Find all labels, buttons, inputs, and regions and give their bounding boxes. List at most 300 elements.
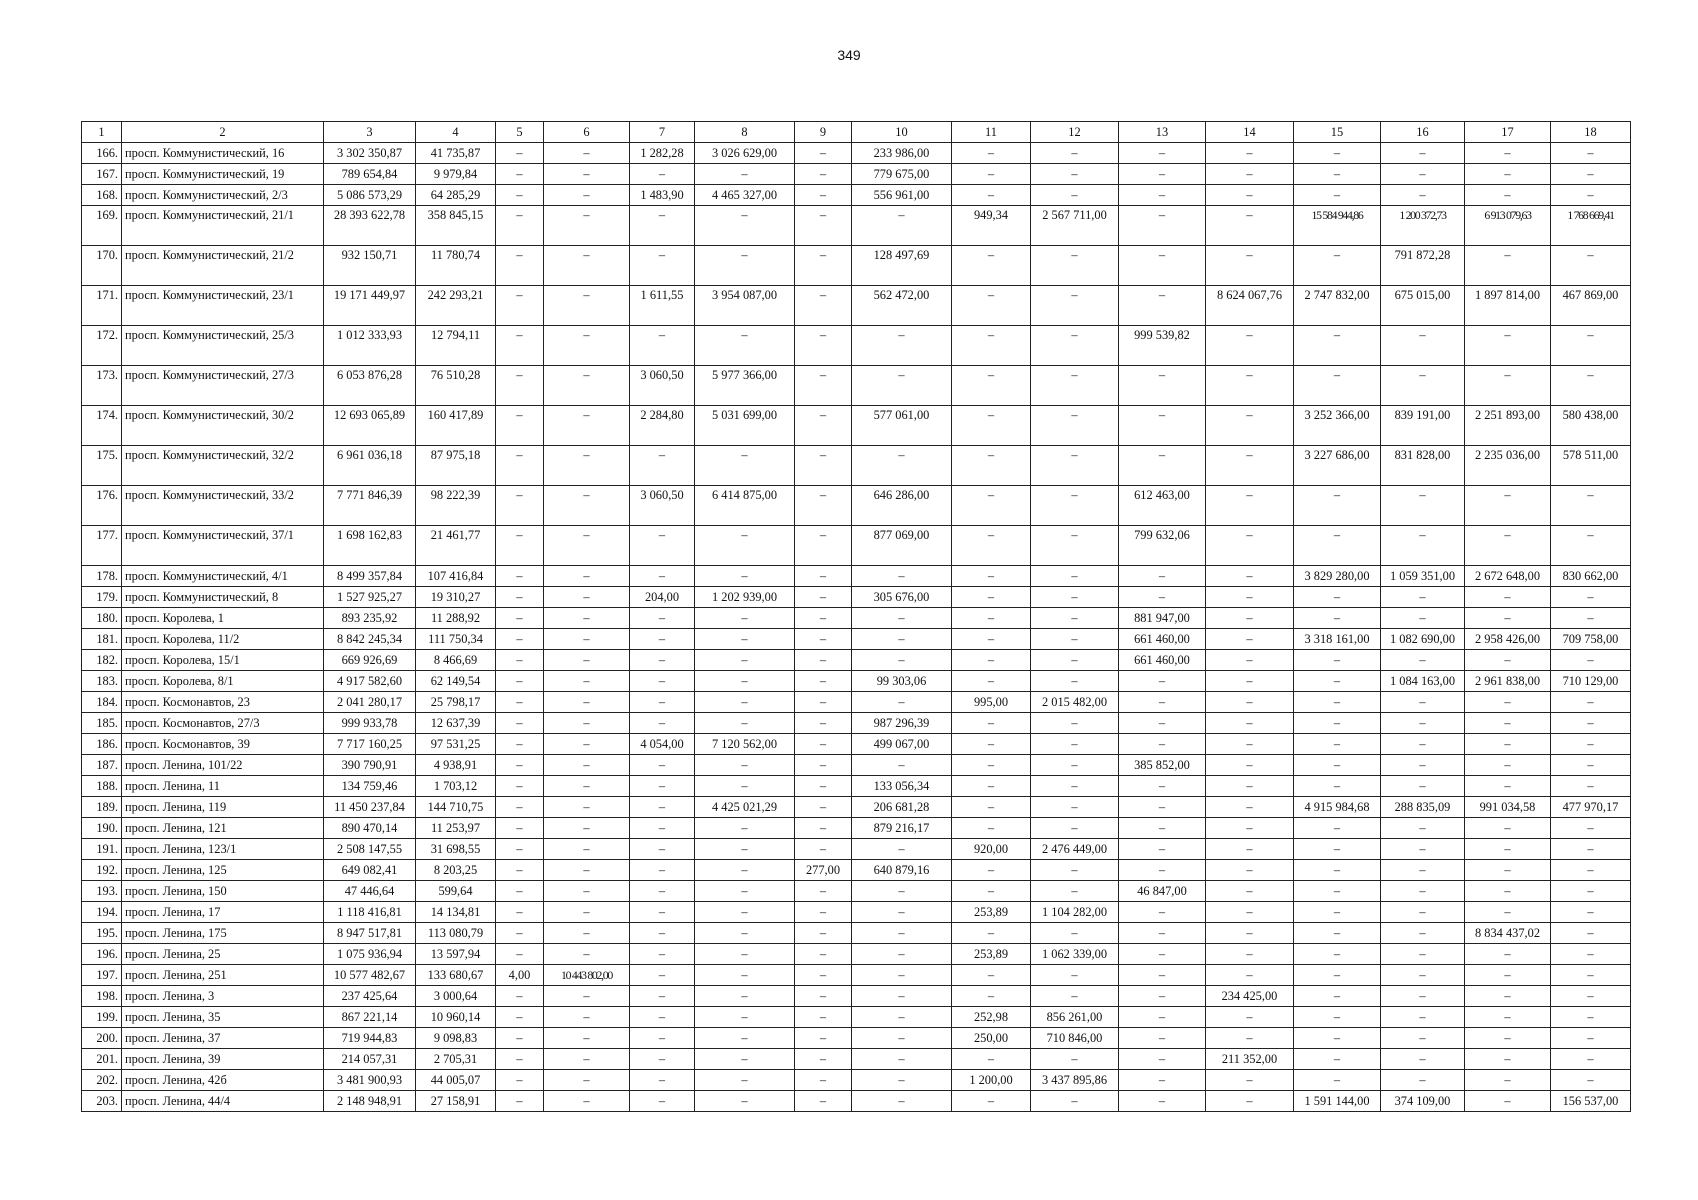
table-row — [82, 206, 1631, 246]
value-cell: – — [1119, 713, 1206, 734]
value-cell: – — [1206, 366, 1294, 406]
value-cell: – — [496, 902, 544, 923]
value-cell: – — [1119, 164, 1206, 185]
value-cell: – — [1031, 164, 1119, 185]
value-cell: – — [952, 526, 1031, 566]
column-header: 13 — [1119, 122, 1206, 143]
row-number: 195. — [82, 923, 122, 944]
value-cell: – — [695, 776, 795, 797]
column-header: 17 — [1465, 122, 1551, 143]
value-cell: – — [1206, 566, 1294, 587]
value-cell: 791 872,28 — [1381, 246, 1465, 286]
value-cell: 577 061,00 — [852, 406, 952, 446]
value-cell: – — [496, 206, 544, 246]
value-cell: – — [1206, 692, 1294, 713]
address-cell: просп. Коммунистический, 25/3 — [122, 326, 324, 366]
value-cell: – — [1294, 734, 1381, 755]
value-cell: 47 446,64 — [324, 881, 416, 902]
value-cell: – — [1381, 486, 1465, 526]
value-cell: – — [630, 671, 695, 692]
value-cell: 160 417,89 — [416, 406, 496, 446]
value-cell: 4 054,00 — [630, 734, 695, 755]
column-header: 6 — [544, 122, 630, 143]
value-cell: – — [1206, 797, 1294, 818]
table-row — [82, 671, 1631, 692]
value-cell: – — [1294, 143, 1381, 164]
value-cell: 839 191,00 — [1381, 406, 1465, 446]
value-cell: 2 284,80 — [630, 406, 695, 446]
value-cell: – — [1206, 965, 1294, 986]
value-cell: – — [1294, 1049, 1381, 1070]
value-cell: – — [544, 185, 630, 206]
value-cell: 5 977 366,00 — [695, 366, 795, 406]
table-row — [82, 797, 1631, 818]
value-cell: – — [1119, 143, 1206, 164]
value-cell: – — [1031, 965, 1119, 986]
value-cell: – — [695, 860, 795, 881]
value-cell: – — [1465, 650, 1551, 671]
value-cell: 12 693 065,89 — [324, 406, 416, 446]
value-cell: – — [852, 1091, 952, 1112]
value-cell: – — [1294, 326, 1381, 366]
value-cell: – — [795, 486, 852, 526]
address-cell: просп. Ленина, 123/1 — [122, 839, 324, 860]
value-cell: – — [1551, 366, 1631, 406]
value-cell: – — [1031, 881, 1119, 902]
address-cell: просп. Ленина, 39 — [122, 1049, 324, 1070]
value-cell: 6 961 036,18 — [324, 446, 416, 486]
value-cell: 2 015 482,00 — [1031, 692, 1119, 713]
row-number: 171. — [82, 286, 122, 326]
address-cell: просп. Ленина, 3 — [122, 986, 324, 1007]
value-cell: 995,00 — [952, 692, 1031, 713]
value-cell: – — [1031, 986, 1119, 1007]
value-cell: 2 958 426,00 — [1465, 629, 1551, 650]
address-cell: просп. Ленина, 119 — [122, 797, 324, 818]
value-cell: – — [544, 650, 630, 671]
value-cell: 107 416,84 — [416, 566, 496, 587]
value-cell: – — [1119, 902, 1206, 923]
address-cell: просп. Королева, 15/1 — [122, 650, 324, 671]
value-cell: – — [544, 923, 630, 944]
value-cell: 242 293,21 — [416, 286, 496, 326]
value-cell: – — [1551, 1028, 1631, 1049]
value-cell: – — [544, 326, 630, 366]
value-cell: – — [852, 650, 952, 671]
value-cell: – — [630, 326, 695, 366]
value-cell: 710 846,00 — [1031, 1028, 1119, 1049]
value-cell: – — [496, 776, 544, 797]
value-cell: – — [1206, 944, 1294, 965]
value-cell: – — [1206, 839, 1294, 860]
value-cell: – — [496, 587, 544, 608]
value-cell: – — [1381, 713, 1465, 734]
column-header: 12 — [1031, 122, 1119, 143]
value-cell: – — [1465, 776, 1551, 797]
value-cell: – — [630, 881, 695, 902]
table-row — [82, 818, 1631, 839]
value-cell: – — [1465, 986, 1551, 1007]
value-cell: – — [795, 797, 852, 818]
value-cell: – — [496, 1007, 544, 1028]
column-header: 14 — [1206, 122, 1294, 143]
value-cell: – — [1465, 965, 1551, 986]
value-cell: – — [1465, 1028, 1551, 1049]
value-cell: – — [544, 797, 630, 818]
row-number: 184. — [82, 692, 122, 713]
value-cell: – — [1551, 143, 1631, 164]
row-number: 190. — [82, 818, 122, 839]
value-cell: – — [630, 246, 695, 286]
value-cell: – — [695, 755, 795, 776]
value-cell: – — [1294, 1070, 1381, 1091]
value-cell: – — [695, 986, 795, 1007]
value-cell: – — [952, 326, 1031, 366]
value-cell: – — [695, 839, 795, 860]
value-cell: – — [795, 587, 852, 608]
value-cell: – — [1294, 1028, 1381, 1049]
value-cell: – — [1551, 965, 1631, 986]
table-row — [82, 629, 1631, 650]
value-cell: 156 537,00 — [1551, 1091, 1631, 1112]
value-cell: – — [496, 143, 544, 164]
value-cell: – — [795, 206, 852, 246]
value-cell: – — [1465, 755, 1551, 776]
value-cell: – — [1551, 526, 1631, 566]
table-row — [82, 366, 1631, 406]
value-cell: – — [1119, 1028, 1206, 1049]
value-cell: – — [1294, 164, 1381, 185]
value-cell: – — [1206, 406, 1294, 446]
value-cell: – — [1551, 923, 1631, 944]
value-cell: – — [1206, 1070, 1294, 1091]
value-cell: 646 286,00 — [852, 486, 952, 526]
value-cell: 709 758,00 — [1551, 629, 1631, 650]
value-cell: – — [1294, 860, 1381, 881]
address-cell: просп. Ленина, 25 — [122, 944, 324, 965]
value-cell: – — [544, 902, 630, 923]
value-cell: 4 938,91 — [416, 755, 496, 776]
value-cell: 856 261,00 — [1031, 1007, 1119, 1028]
value-cell: – — [952, 587, 1031, 608]
value-cell: 3 000,64 — [416, 986, 496, 1007]
value-cell: – — [496, 1091, 544, 1112]
value-cell: – — [630, 860, 695, 881]
table-row — [82, 944, 1631, 965]
value-cell: – — [1206, 818, 1294, 839]
table-row — [82, 406, 1631, 446]
value-cell: – — [852, 965, 952, 986]
value-cell: 7 717 160,25 — [324, 734, 416, 755]
row-number: 178. — [82, 566, 122, 587]
value-cell: – — [952, 986, 1031, 1007]
value-cell: – — [695, 629, 795, 650]
value-cell: 288 835,09 — [1381, 797, 1465, 818]
value-cell: – — [795, 965, 852, 986]
value-cell: – — [1031, 406, 1119, 446]
value-cell: 556 961,00 — [852, 185, 952, 206]
column-header: 15 — [1294, 122, 1381, 143]
value-cell: 1 118 416,81 — [324, 902, 416, 923]
value-cell: 4,00 — [496, 965, 544, 986]
value-cell: 881 947,00 — [1119, 608, 1206, 629]
value-cell: – — [1206, 734, 1294, 755]
value-cell: – — [496, 944, 544, 965]
column-header: 1 — [82, 122, 122, 143]
value-cell: – — [1465, 1091, 1551, 1112]
value-cell: – — [795, 286, 852, 326]
value-cell: – — [1381, 366, 1465, 406]
value-cell: – — [496, 755, 544, 776]
value-cell: – — [1206, 206, 1294, 246]
value-cell: – — [795, 629, 852, 650]
value-cell: – — [630, 986, 695, 1007]
value-cell: 214 057,31 — [324, 1049, 416, 1070]
value-cell: 3 829 280,00 — [1294, 566, 1381, 587]
value-cell: – — [630, 692, 695, 713]
value-cell: – — [1294, 366, 1381, 406]
value-cell: 10 443 802,00 — [544, 965, 630, 986]
value-cell: – — [496, 246, 544, 286]
value-cell: – — [1119, 860, 1206, 881]
value-cell: 204,00 — [630, 587, 695, 608]
row-number: 181. — [82, 629, 122, 650]
value-cell: 789 654,84 — [324, 164, 416, 185]
value-cell: – — [695, 206, 795, 246]
value-cell: – — [795, 818, 852, 839]
value-cell: – — [795, 692, 852, 713]
value-cell: – — [1031, 185, 1119, 206]
value-cell: 3 026 629,00 — [695, 143, 795, 164]
value-cell: 719 944,83 — [324, 1028, 416, 1049]
value-cell: 10 577 482,67 — [324, 965, 416, 986]
table-row — [82, 776, 1631, 797]
address-cell: просп. Ленина, 35 — [122, 1007, 324, 1028]
address-cell: просп. Коммунистический, 33/2 — [122, 486, 324, 526]
value-cell: – — [952, 246, 1031, 286]
value-cell: – — [1381, 692, 1465, 713]
value-cell: 8 466,69 — [416, 650, 496, 671]
value-cell: – — [544, 1028, 630, 1049]
value-cell: 640 879,16 — [852, 860, 952, 881]
value-cell: – — [795, 986, 852, 1007]
value-cell: – — [1206, 860, 1294, 881]
value-cell: 1 062 339,00 — [1031, 944, 1119, 965]
value-cell: – — [1119, 1049, 1206, 1070]
value-cell: – — [544, 881, 630, 902]
column-header: 8 — [695, 122, 795, 143]
value-cell: – — [695, 818, 795, 839]
value-cell: – — [952, 1091, 1031, 1112]
value-cell: – — [952, 629, 1031, 650]
table-row — [82, 965, 1631, 986]
address-cell: просп. Коммунистический, 23/1 — [122, 286, 324, 326]
table-body — [82, 143, 1631, 1112]
value-cell: – — [795, 671, 852, 692]
value-cell: – — [544, 608, 630, 629]
value-cell: 867 221,14 — [324, 1007, 416, 1028]
value-cell: – — [852, 902, 952, 923]
row-number: 185. — [82, 713, 122, 734]
value-cell: 1 082 690,00 — [1381, 629, 1465, 650]
value-cell: 8 203,25 — [416, 860, 496, 881]
value-cell: – — [496, 526, 544, 566]
value-cell: 15 584 944,86 — [1294, 206, 1381, 246]
value-cell: 1 591 144,00 — [1294, 1091, 1381, 1112]
value-cell: – — [1381, 1028, 1465, 1049]
table-row — [82, 902, 1631, 923]
value-cell: – — [795, 923, 852, 944]
value-cell: 31 698,55 — [416, 839, 496, 860]
value-cell: 999 933,78 — [324, 713, 416, 734]
value-cell: – — [1551, 650, 1631, 671]
value-cell: 932 150,71 — [324, 246, 416, 286]
value-cell: – — [544, 944, 630, 965]
row-number: 175. — [82, 446, 122, 486]
value-cell: – — [1206, 1028, 1294, 1049]
value-cell: 6 414 875,00 — [695, 486, 795, 526]
row-number: 198. — [82, 986, 122, 1007]
value-cell: 4 915 984,68 — [1294, 797, 1381, 818]
value-cell: – — [1206, 713, 1294, 734]
value-cell: 11 780,74 — [416, 246, 496, 286]
value-cell: – — [630, 902, 695, 923]
row-number: 192. — [82, 860, 122, 881]
value-cell: 3 481 900,93 — [324, 1070, 416, 1091]
row-number: 189. — [82, 797, 122, 818]
value-cell: – — [1294, 650, 1381, 671]
value-cell: – — [544, 143, 630, 164]
row-number: 167. — [82, 164, 122, 185]
value-cell: – — [1031, 1049, 1119, 1070]
value-cell: – — [630, 776, 695, 797]
value-cell: – — [544, 1091, 630, 1112]
value-cell: – — [1294, 776, 1381, 797]
value-cell: – — [1381, 185, 1465, 206]
value-cell: 1 202 939,00 — [695, 587, 795, 608]
table-row — [82, 286, 1631, 326]
value-cell: 111 750,34 — [416, 629, 496, 650]
value-cell: 12 637,39 — [416, 713, 496, 734]
value-cell: 99 303,06 — [852, 671, 952, 692]
table-row — [82, 1028, 1631, 1049]
value-cell: 1 698 162,83 — [324, 526, 416, 566]
value-cell: – — [1551, 185, 1631, 206]
value-cell: – — [795, 608, 852, 629]
value-cell: – — [1381, 818, 1465, 839]
value-cell: – — [1119, 671, 1206, 692]
value-cell: 562 472,00 — [852, 286, 952, 326]
value-cell: – — [1381, 944, 1465, 965]
value-cell: – — [496, 713, 544, 734]
value-cell: 7 771 846,39 — [324, 486, 416, 526]
row-number: 176. — [82, 486, 122, 526]
value-cell: – — [1206, 526, 1294, 566]
table-row — [82, 1049, 1631, 1070]
value-cell: 3 060,50 — [630, 486, 695, 526]
value-cell: – — [952, 608, 1031, 629]
value-cell: 19 310,27 — [416, 587, 496, 608]
value-cell: – — [1031, 566, 1119, 587]
value-cell: – — [630, 1007, 695, 1028]
value-cell: 250,00 — [952, 1028, 1031, 1049]
value-cell: – — [852, 608, 952, 629]
table-row — [82, 246, 1631, 286]
value-cell: – — [1031, 486, 1119, 526]
value-cell: 6 913 079,63 — [1465, 206, 1551, 246]
value-cell: 1 282,28 — [630, 143, 695, 164]
value-cell: – — [795, 734, 852, 755]
value-cell: – — [952, 406, 1031, 446]
value-cell: – — [544, 629, 630, 650]
value-cell: – — [1465, 1007, 1551, 1028]
address-cell: просп. Ленина, 175 — [122, 923, 324, 944]
value-cell: 879 216,17 — [852, 818, 952, 839]
address-cell: просп. Космонавтов, 39 — [122, 734, 324, 755]
value-cell: – — [630, 566, 695, 587]
address-cell: просп. Ленина, 42б — [122, 1070, 324, 1091]
value-cell: – — [1551, 755, 1631, 776]
value-cell: – — [496, 366, 544, 406]
value-cell: – — [544, 860, 630, 881]
row-number: 168. — [82, 185, 122, 206]
value-cell: – — [544, 587, 630, 608]
value-cell: – — [1206, 587, 1294, 608]
value-cell: – — [1031, 734, 1119, 755]
value-cell: – — [1031, 776, 1119, 797]
value-cell: – — [695, 965, 795, 986]
value-cell: – — [1119, 776, 1206, 797]
value-cell: – — [795, 143, 852, 164]
value-cell: – — [1465, 143, 1551, 164]
value-cell: – — [1551, 734, 1631, 755]
table-row — [82, 692, 1631, 713]
value-cell: – — [1381, 881, 1465, 902]
value-cell: 4 465 327,00 — [695, 185, 795, 206]
address-cell: просп. Коммунистический, 21/1 — [122, 206, 324, 246]
value-cell: – — [852, 923, 952, 944]
value-cell: 28 393 622,78 — [324, 206, 416, 246]
value-cell: – — [1294, 1007, 1381, 1028]
value-cell: – — [795, 776, 852, 797]
value-cell: – — [1465, 860, 1551, 881]
value-cell: – — [1465, 246, 1551, 286]
value-cell: – — [695, 164, 795, 185]
row-number: 196. — [82, 944, 122, 965]
value-cell: 661 460,00 — [1119, 650, 1206, 671]
table-row — [82, 713, 1631, 734]
address-cell: просп. Космонавтов, 23 — [122, 692, 324, 713]
value-cell: 13 597,94 — [416, 944, 496, 965]
address-cell: просп. Ленина, 101/22 — [122, 755, 324, 776]
value-cell: – — [630, 755, 695, 776]
table-row — [82, 881, 1631, 902]
value-cell: – — [1119, 446, 1206, 486]
value-cell: – — [1206, 326, 1294, 366]
value-cell: 799 632,06 — [1119, 526, 1206, 566]
value-cell: – — [952, 734, 1031, 755]
value-cell: – — [1119, 797, 1206, 818]
value-cell: 1 084 163,00 — [1381, 671, 1465, 692]
row-number: 187. — [82, 755, 122, 776]
value-cell: – — [1119, 206, 1206, 246]
value-cell: – — [544, 406, 630, 446]
value-cell: – — [1206, 923, 1294, 944]
value-cell: – — [1031, 143, 1119, 164]
value-cell: – — [1551, 860, 1631, 881]
header-row — [82, 122, 1631, 143]
value-cell: – — [852, 1007, 952, 1028]
